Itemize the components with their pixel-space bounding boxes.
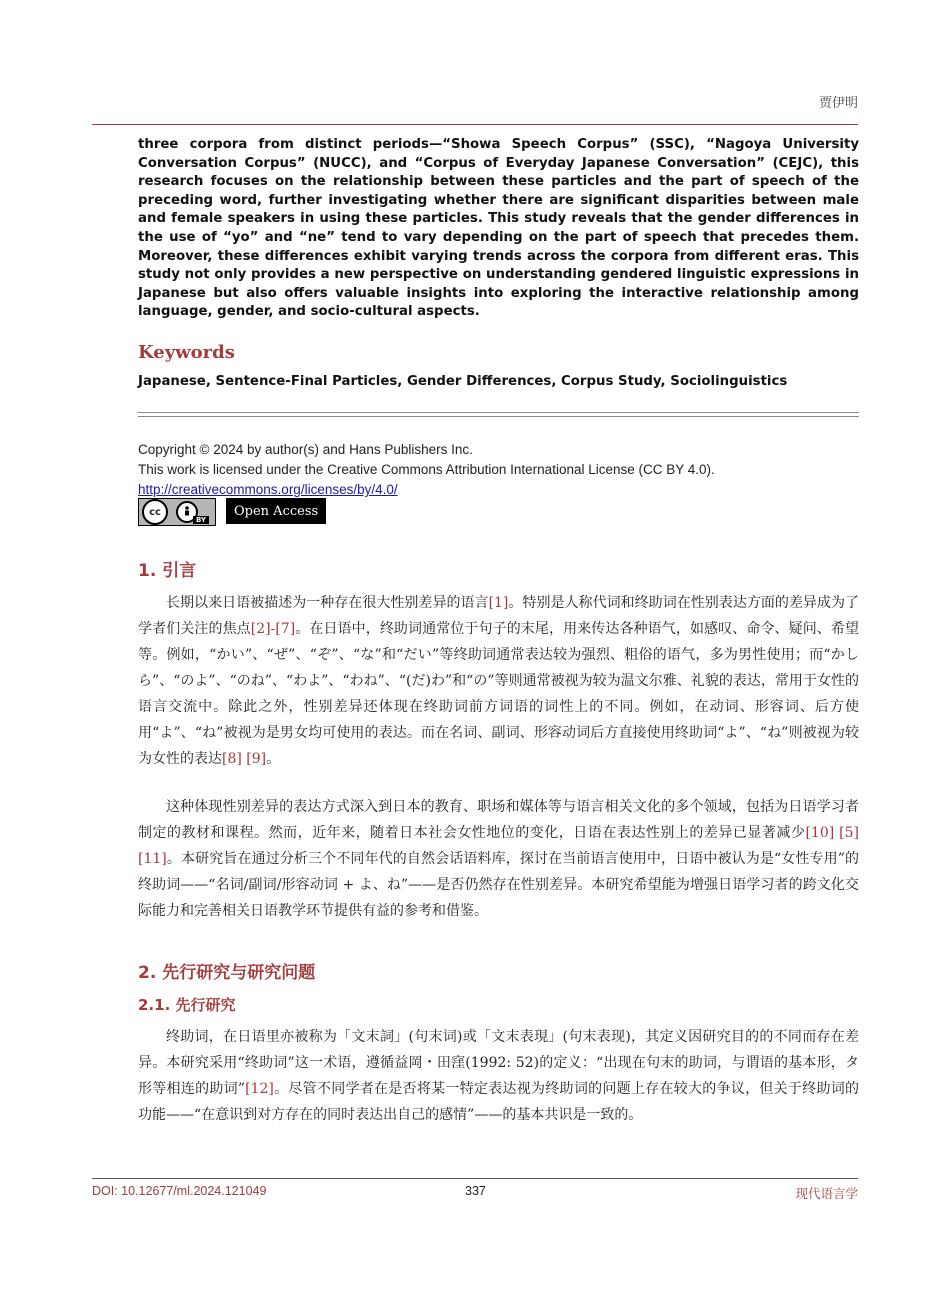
text-run: 终助词，在日语里亦被称为「文末詞」(句末词)或「文末表現」(句末表现)，其定义因研究目的的不同而存在差异。本研究采用“终助词”这一术语，遵循益岡・田窪(1992: 52)的定义：“出现在句末的助词，与谓语的基本形，タ形等相连的助词” xyxy=(138,1029,859,1097)
section-1-heading: 1. 引言 xyxy=(138,561,197,581)
copyright-block xyxy=(138,440,715,500)
text-run: 。在日语中，终助词通常位于句子的末尾，用来传达各种语气，如感叹、命令、疑问、希望等。例如，“かい”、“ぜ”、“ぞ”、“な”和“だい”等终助词通常表达较为强烈、粗俗的语气，多为男性使用；而“かしら”、“のよ”、“のね”、“わよ”、“わね”、“(だ)わ”和“の”等则通常被视为较为温文尔雅、礼貌的表达，常用于女性的语言交流中。除此之外，性别差异还体现在终助词前方词语的词性上的不同。例如，在动词、形容词、后方使用“よ”、“ね”被视为是男女均可使用的表达。而在名词、副词、形容动词后方直接使用终助词“よ”、“ね”则被视为较为女性的表达 xyxy=(138,621,859,767)
header-divider xyxy=(92,124,858,125)
header-author: 贾伊明 xyxy=(818,96,858,111)
section-1-paragraph-2 xyxy=(138,794,859,924)
text-run: 。尽管不同学者在是否将某一特定表达视为终助词的问题上存在较大的争议，但关于终助词的功能——“在意识到对方存在的同时表达出自己的感情”——的基本共识是一致的。 xyxy=(138,1081,859,1123)
footer-divider xyxy=(92,1178,858,1179)
license-link[interactable]: http://creativecommons.org/licenses/by/4.0/ xyxy=(138,482,398,497)
footer-doi: DOI: 10.12677/ml.2024.121049 xyxy=(92,1184,267,1198)
journal-name: 现代语言学 xyxy=(795,1186,858,1201)
abstract-text: three corpora from distinct periods—“Showa Speech Corpus” (SSC), “Nagoya University Conversation Corpus” (NUCC), and “Corpus of Everyday Japanese Conversation” (CEJC), this research focuses on the relationship between these particles and the part of speech of the preceding word, further investigating whether there are significant disparities between male and female speakers in using these particles. This study reveals that the gender differences in the use of “yo” and “ne” tend to vary depending on the part of speech that precedes them. Moreover, these differences exhibit varying trends across the corpora from different eras. This study not only provides a new perspective on understanding gendered linguistic expressions in Japanese but also offers valuable insights into exploring the interactive relationship among language, gender, and socio-cultural aspects. xyxy=(138,137,859,320)
citation-link[interactable]: [10] [5] [11] xyxy=(138,825,859,867)
section-2-1-paragraph-1 xyxy=(138,1024,859,1128)
text-run: 长期以来日语被描述为一种存在很大性别差异的语言 xyxy=(166,595,489,611)
copyright-line: Copyright © 2024 by author(s) and Hans Publishers Inc. xyxy=(138,442,473,457)
text-run: 。特别是人称代词和终助词在性别表达方面的差异成为了学者们关注的焦点 xyxy=(138,595,860,637)
text-run: 这种体现性别差异的表达方式深入到日本的教育、职场和媒体等与语言相关文化的多个领域，包括为日语学习者制定的教材和课程。然而，近年来，随着日本社会女性地位的变化，日语在表达性别上的差异已显著减少 xyxy=(138,799,859,841)
section-2-heading: 2. 先行研究与研究问题 xyxy=(138,963,316,983)
section-1-paragraph-1 xyxy=(138,590,859,772)
citation-link[interactable]: [1] xyxy=(488,595,509,611)
citation-link[interactable]: [2]-[7] xyxy=(250,621,296,637)
text-run: 。本研究旨在通过分析三个不同年代的自然会话语料库，探讨在当前语言使用中，日语中被认为是“女性专用”的终助词——“名词/副词/形容动词 + よ、ね”——是否仍然存在性别差异。本研究希望能为增强日语学习者的跨文化交际能力和完善相关日语教学环节提供有益的参考和借鉴。 xyxy=(138,851,859,919)
keywords-list: Japanese, Sentence-Final Particles, Gender Differences, Corpus Study, Sociolinguistics xyxy=(138,374,788,389)
open-access-badge[interactable]: Open Access xyxy=(226,498,326,524)
cc-icon: cc xyxy=(142,499,168,525)
cc-by-badge[interactable] xyxy=(138,498,216,526)
license-line: This work is licensed under the Creative Commons Attribution International License (CC BY 4.0). xyxy=(138,462,715,477)
citation-link[interactable]: [12] xyxy=(245,1081,274,1097)
citation-link[interactable]: [8] [9] xyxy=(222,751,267,767)
page-number: 337 xyxy=(465,1184,486,1198)
section-2-1-heading: 2.1. 先行研究 xyxy=(138,996,236,1014)
license-badges xyxy=(138,498,326,526)
section-divider xyxy=(138,412,859,417)
keywords-heading: Keywords xyxy=(138,342,235,363)
by-label: BY xyxy=(193,516,209,524)
text-run: 。 xyxy=(266,751,281,767)
